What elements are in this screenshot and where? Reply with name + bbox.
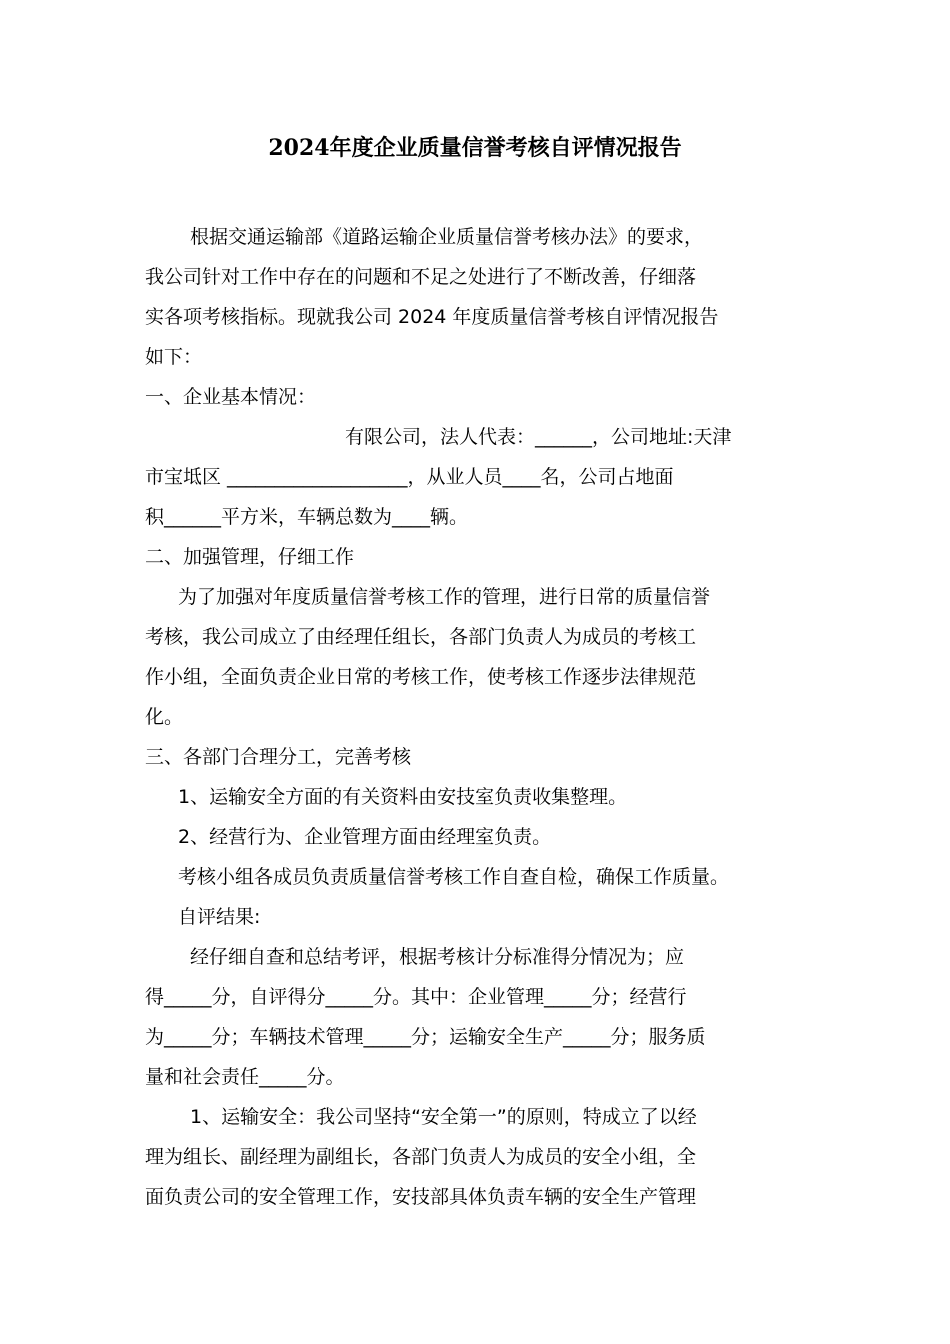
body-line: 面负责公司的安全管理工作，安技部具体负责车辆的安全生产管理 — [145, 1186, 697, 1208]
body-line: 经仔细自查和总结考评，根据考核计分标准得分情况为；应 — [190, 946, 685, 968]
body-line: 有限公司，法人代表：______，公司地址:天津 — [345, 426, 732, 448]
body-line: 实各项考核指标。现就我公司 2024 年度质量信誉考核自评情况报告 — [145, 306, 719, 328]
list-item: 2、经营行为、企业管理方面由经理室负责。 — [178, 826, 552, 848]
list-item: 1、运输安全方面的有关资料由安技室负责收集整理。 — [178, 786, 628, 808]
subheading-self-evaluation: 自评结果: — [178, 906, 261, 928]
body-line: 化。 — [145, 706, 184, 728]
body-line: 得_____分，自评得分_____分。其中：企业管理_____分；经营行 — [145, 986, 687, 1008]
body-line: 考核小组各成员负责质量信誉考核工作自查自检，确保工作质量。 — [178, 866, 730, 888]
document-title: 2024年度企业质量信誉考核自评情况报告 — [268, 135, 682, 161]
body-line: 量和社会责任_____分。 — [145, 1066, 345, 1088]
body-line: 为了加强对年度质量信誉考核工作的管理，进行日常的质量信誉 — [178, 586, 711, 608]
body-line: 我公司针对工作中存在的问题和不足之处进行了不断改善，仔细落 — [145, 266, 697, 288]
body-line: 根据交通运输部《道路运输企业质量信誉考核办法》的要求， — [190, 226, 704, 248]
body-line: 1、运输安全：我公司坚持“安全第一”的原则，特成立了以经 — [190, 1106, 697, 1128]
section-heading-2: 二、加强管理，仔细工作 — [145, 546, 355, 568]
body-line: 考核，我公司成立了由经理任组长，各部门负责人为成员的考核工 — [145, 626, 697, 648]
body-line: 理为组长、副经理为副组长，各部门负责人为成员的安全小组，全 — [145, 1146, 697, 1168]
body-line: 为_____分；车辆技术管理_____分；运输安全生产_____分；服务质 — [145, 1026, 706, 1048]
body-line: 积______平方米，车辆总数为____辆。 — [145, 506, 469, 528]
body-line: 市宝坻区 ___________________，从业人员____名，公司占地面 — [145, 466, 674, 488]
section-heading-1: 一、企业基本情况： — [145, 386, 317, 408]
body-line: 作小组，全面负责企业日常的考核工作，使考核工作逐步法律规范 — [145, 666, 697, 688]
section-heading-3: 三、各部门合理分工，完善考核 — [145, 746, 412, 768]
body-line: 如下： — [145, 346, 203, 368]
